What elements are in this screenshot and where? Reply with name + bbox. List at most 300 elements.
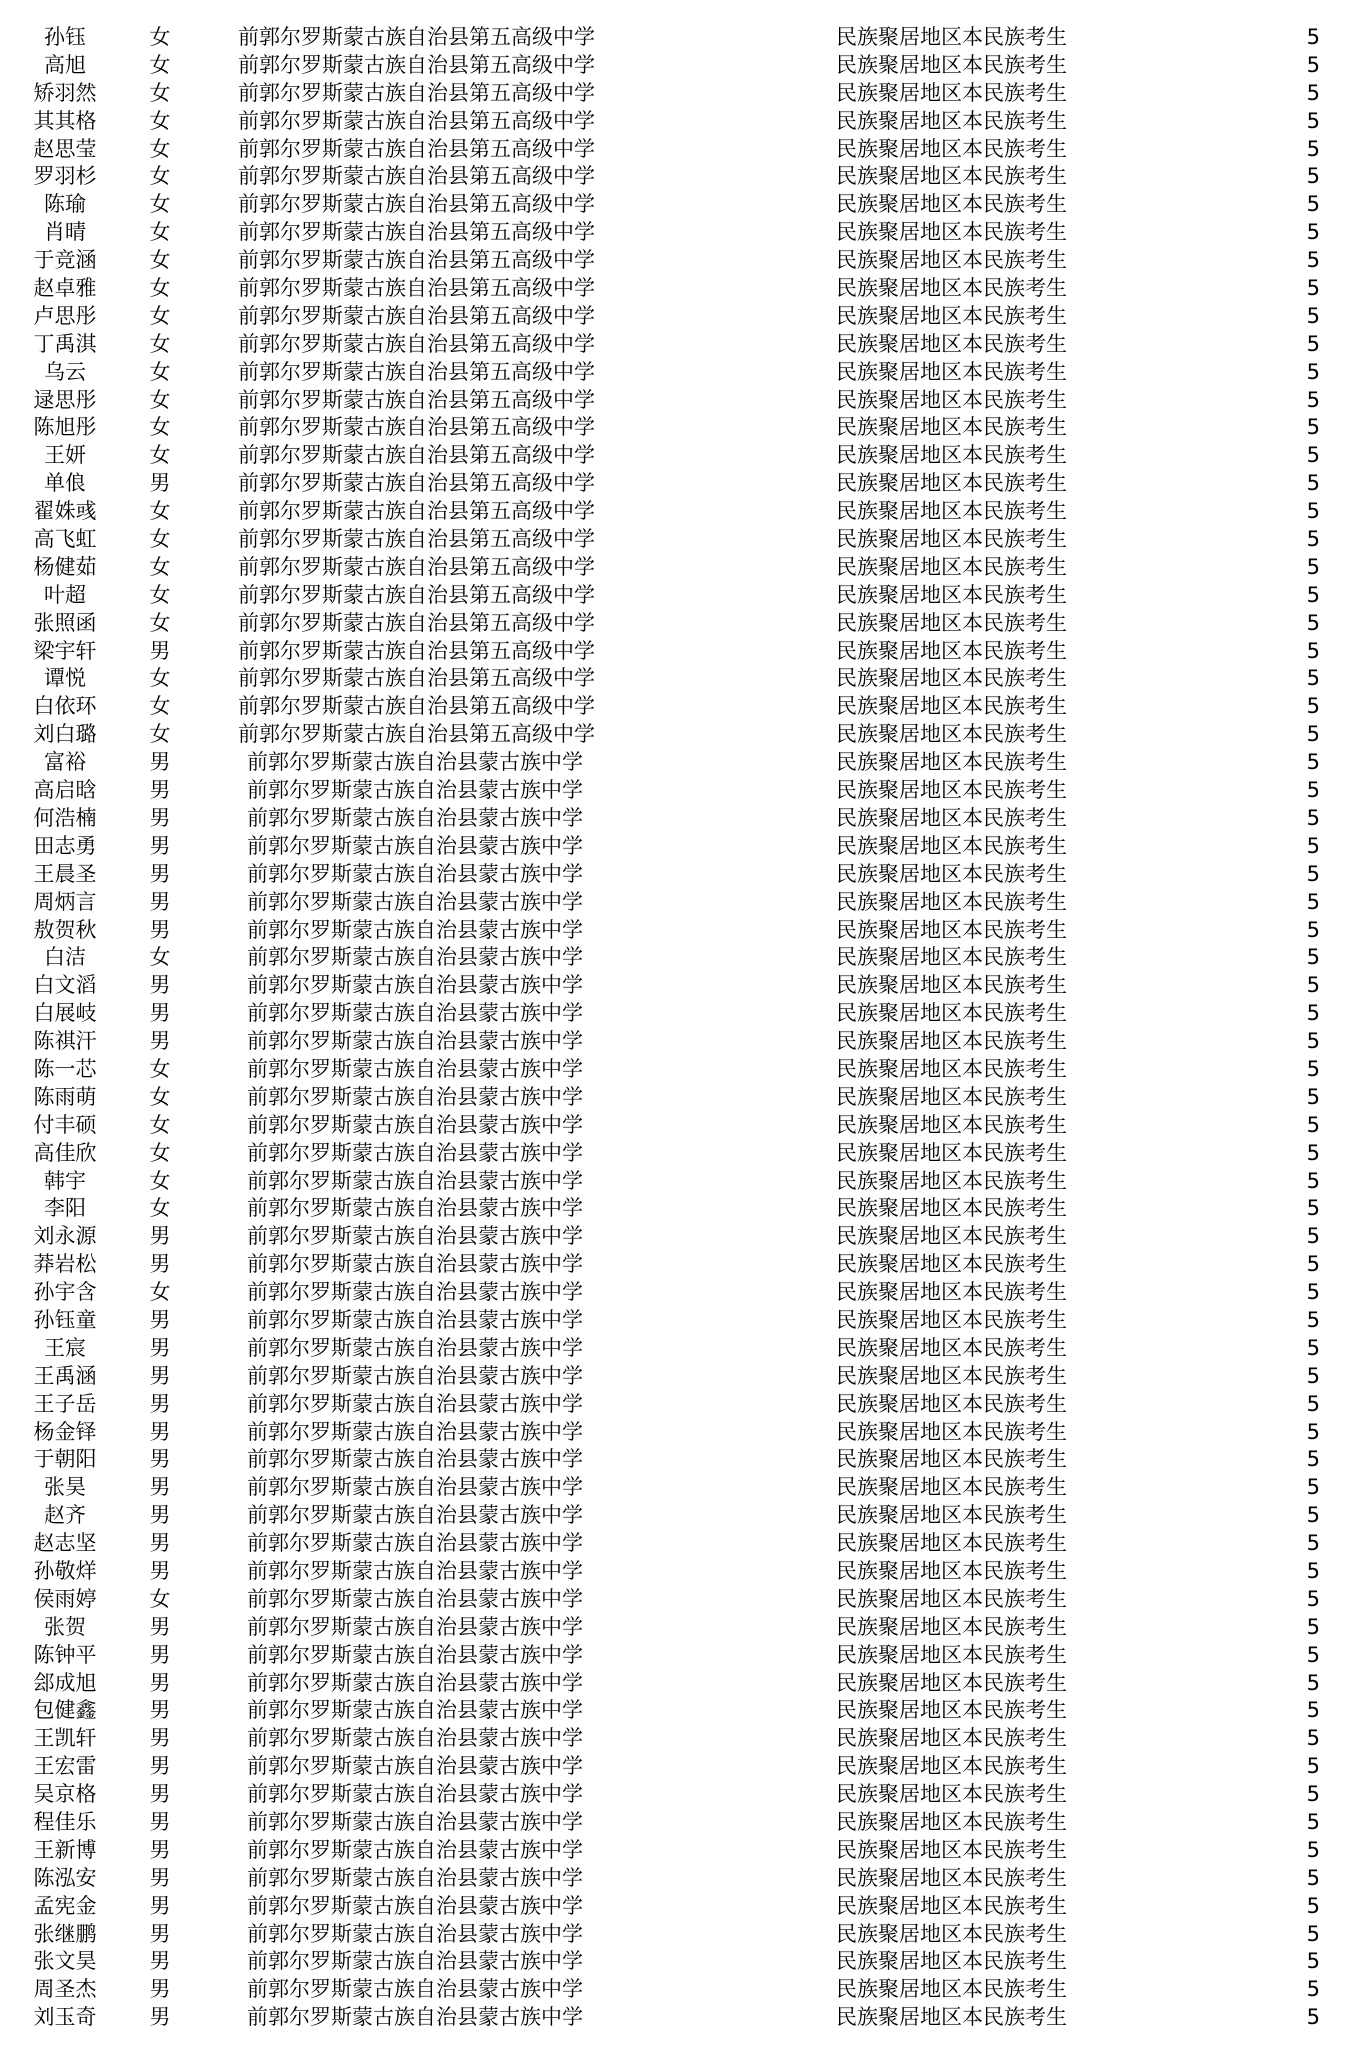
table-row	[0, 136, 1367, 164]
student-name: 王宏雷	[33, 1754, 97, 1779]
table-row	[0, 80, 1367, 108]
row-value: 5	[1306, 415, 1320, 440]
table-row	[0, 442, 1367, 470]
school-name: 前郭尔罗斯蒙古族自治县第五高级中学	[238, 527, 595, 552]
candidate-category: 民族聚居地区本民族考生	[836, 220, 1067, 245]
student-gender: 男	[149, 973, 171, 998]
row-value: 5	[1306, 1029, 1320, 1054]
row-value: 5	[1306, 108, 1320, 133]
student-gender: 女	[149, 80, 171, 105]
student-name: 于竞涵	[33, 248, 97, 273]
school-name: 前郭尔罗斯蒙古族自治县蒙古族中学	[247, 1056, 583, 1081]
table-row	[0, 1391, 1367, 1419]
student-gender: 女	[149, 527, 171, 552]
table-row	[0, 1474, 1367, 1502]
student-name: 刘玉奇	[33, 2005, 97, 2030]
row-value: 5	[1306, 331, 1320, 356]
table-row	[0, 1335, 1367, 1363]
student-name: 陈旭彤	[33, 415, 97, 440]
table-row	[0, 470, 1367, 498]
row-value: 5	[1306, 1698, 1320, 1723]
table-row	[0, 1558, 1367, 1586]
school-name: 前郭尔罗斯蒙古族自治县蒙古族中学	[247, 1503, 583, 1528]
student-name: 孟宪金	[33, 1893, 97, 1918]
student-gender: 女	[149, 52, 171, 77]
table-row	[0, 1140, 1367, 1168]
school-name: 前郭尔罗斯蒙古族自治县蒙古族中学	[247, 2005, 583, 2030]
student-name: 陈钟平	[33, 1642, 97, 1667]
student-name: 张贺	[44, 1614, 86, 1639]
table-row	[0, 889, 1367, 917]
student-gender: 男	[149, 1698, 171, 1723]
table-row	[0, 498, 1367, 526]
school-name: 前郭尔罗斯蒙古族自治县第五高级中学	[238, 136, 595, 161]
student-name: 杨健茹	[33, 554, 97, 579]
row-value: 5	[1306, 1140, 1320, 1165]
student-name: 王凯轩	[33, 1726, 97, 1751]
student-name: 田志勇	[33, 833, 97, 858]
school-name: 前郭尔罗斯蒙古族自治县蒙古族中学	[247, 778, 583, 803]
candidate-category: 民族聚居地区本民族考生	[836, 1865, 1067, 1890]
row-value: 5	[1306, 1168, 1320, 1193]
table-row	[0, 1753, 1367, 1781]
row-value: 5	[1306, 973, 1320, 998]
student-gender: 女	[149, 1084, 171, 1109]
candidate-category: 民族聚居地区本民族考生	[836, 1614, 1067, 1639]
candidate-category: 民族聚居地区本民族考生	[836, 973, 1067, 998]
student-name: 王宸	[44, 1335, 86, 1360]
student-gender: 女	[149, 1586, 171, 1611]
student-gender: 男	[149, 1001, 171, 1026]
candidate-category: 民族聚居地区本民族考生	[836, 694, 1067, 719]
student-name: 周炳言	[33, 889, 97, 914]
student-name: 富裕	[44, 750, 86, 775]
student-name: 高旭	[44, 52, 86, 77]
candidate-category: 民族聚居地区本民族考生	[836, 750, 1067, 775]
candidate-category: 民族聚居地区本民族考生	[836, 833, 1067, 858]
student-name: 陈雨萌	[33, 1084, 97, 1109]
row-value: 5	[1306, 527, 1320, 552]
student-name: 孙敬烊	[33, 1558, 97, 1583]
student-gender: 女	[149, 1168, 171, 1193]
school-name: 前郭尔罗斯蒙古族自治县蒙古族中学	[247, 1531, 583, 1556]
table-row	[0, 2004, 1367, 2032]
student-gender: 男	[149, 1558, 171, 1583]
candidate-category: 民族聚居地区本民族考生	[836, 359, 1067, 384]
table-row	[0, 1251, 1367, 1279]
school-name: 前郭尔罗斯蒙古族自治县第五高级中学	[238, 499, 595, 524]
student-gender: 女	[149, 248, 171, 273]
school-name: 前郭尔罗斯蒙古族自治县蒙古族中学	[247, 1921, 583, 1946]
student-name: 翟姝彧	[33, 499, 97, 524]
table-row	[0, 1000, 1367, 1028]
student-name: 逯思彤	[33, 387, 97, 412]
row-value: 5	[1306, 861, 1320, 886]
row-value: 5	[1306, 582, 1320, 607]
student-gender: 男	[149, 805, 171, 830]
student-gender: 女	[149, 1196, 171, 1221]
student-name: 何浩楠	[33, 805, 97, 830]
school-name: 前郭尔罗斯蒙古族自治县第五高级中学	[238, 554, 595, 579]
candidate-category: 民族聚居地区本民族考生	[836, 1949, 1067, 1974]
row-value: 5	[1306, 1112, 1320, 1137]
row-value: 5	[1306, 25, 1320, 49]
row-value: 5	[1306, 1558, 1320, 1583]
candidate-category: 民族聚居地区本民族考生	[836, 1252, 1067, 1277]
student-name: 王禹涵	[33, 1363, 97, 1388]
table-row	[0, 247, 1367, 275]
candidate-category: 民族聚居地区本民族考生	[836, 276, 1067, 301]
candidate-category: 民族聚居地区本民族考生	[836, 2005, 1067, 2030]
student-name: 张照函	[33, 610, 97, 635]
table-row	[0, 1279, 1367, 1307]
school-name: 前郭尔罗斯蒙古族自治县蒙古族中学	[247, 1029, 583, 1054]
student-gender: 男	[149, 889, 171, 914]
student-gender: 男	[149, 1335, 171, 1360]
school-name: 前郭尔罗斯蒙古族自治县第五高级中学	[238, 164, 595, 189]
student-gender: 女	[149, 1280, 171, 1305]
row-value: 5	[1306, 1419, 1320, 1444]
candidate-category: 民族聚居地区本民族考生	[836, 1726, 1067, 1751]
table-row	[0, 805, 1367, 833]
row-value: 5	[1306, 610, 1320, 635]
school-name: 前郭尔罗斯蒙古族自治县第五高级中学	[238, 359, 595, 384]
row-value: 5	[1306, 778, 1320, 803]
school-name: 前郭尔罗斯蒙古族自治县第五高级中学	[238, 415, 595, 440]
row-value: 5	[1306, 1642, 1320, 1667]
row-value: 5	[1306, 192, 1320, 217]
row-value: 5	[1306, 1893, 1320, 1918]
student-gender: 女	[149, 331, 171, 356]
student-name: 莽岩松	[33, 1252, 97, 1277]
candidate-category: 民族聚居地区本民族考生	[836, 805, 1067, 830]
table-row	[0, 387, 1367, 415]
school-name: 前郭尔罗斯蒙古族自治县蒙古族中学	[247, 917, 583, 942]
candidate-category: 民族聚居地区本民族考生	[836, 1335, 1067, 1360]
row-value: 5	[1306, 1921, 1320, 1946]
school-name: 前郭尔罗斯蒙古族自治县第五高级中学	[238, 722, 595, 747]
table-row	[0, 1307, 1367, 1335]
row-value: 5	[1306, 1782, 1320, 1807]
student-name: 张昊	[44, 1475, 86, 1500]
student-gender: 男	[149, 1391, 171, 1416]
row-value: 5	[1306, 136, 1320, 161]
student-gender: 女	[149, 1140, 171, 1165]
student-name: 敖贺秋	[33, 917, 97, 942]
row-value: 5	[1306, 1196, 1320, 1221]
row-value: 5	[1306, 1810, 1320, 1834]
row-value: 5	[1306, 1475, 1320, 1500]
school-name: 前郭尔罗斯蒙古族自治县蒙古族中学	[247, 1726, 583, 1751]
student-name: 张文昊	[33, 1949, 97, 1974]
school-name: 前郭尔罗斯蒙古族自治县蒙古族中学	[247, 1112, 583, 1137]
student-gender: 男	[149, 1893, 171, 1918]
candidate-category: 民族聚居地区本民族考生	[836, 1810, 1067, 1834]
table-row	[0, 1084, 1367, 1112]
student-gender: 女	[149, 694, 171, 719]
table-row	[0, 163, 1367, 191]
table-row	[0, 693, 1367, 721]
school-name: 前郭尔罗斯蒙古族自治县第五高级中学	[238, 331, 595, 356]
table-row	[0, 1642, 1367, 1670]
table-row	[0, 1725, 1367, 1753]
row-value: 5	[1306, 889, 1320, 914]
table-row	[0, 1530, 1367, 1558]
candidate-category: 民族聚居地区本民族考生	[836, 1029, 1067, 1054]
school-name: 前郭尔罗斯蒙古族自治县蒙古族中学	[247, 1280, 583, 1305]
row-value: 5	[1306, 1531, 1320, 1556]
row-value: 5	[1306, 833, 1320, 858]
table-row	[0, 1781, 1367, 1809]
candidate-category: 民族聚居地区本民族考生	[836, 1112, 1067, 1137]
student-gender: 女	[149, 945, 171, 970]
candidate-category: 民族聚居地区本民族考生	[836, 945, 1067, 970]
student-name: 赵卓雅	[33, 276, 97, 301]
row-value: 5	[1306, 1447, 1320, 1472]
student-name: 韩宇	[44, 1168, 86, 1193]
table-row	[0, 777, 1367, 805]
school-name: 前郭尔罗斯蒙古族自治县蒙古族中学	[247, 1642, 583, 1667]
school-name: 前郭尔罗斯蒙古族自治县蒙古族中学	[247, 1224, 583, 1249]
school-name: 前郭尔罗斯蒙古族自治县蒙古族中学	[247, 1475, 583, 1500]
table-row	[0, 52, 1367, 80]
table-row	[0, 191, 1367, 219]
row-value: 5	[1306, 917, 1320, 942]
table-row	[0, 1168, 1367, 1196]
candidate-category: 民族聚居地区本民族考生	[836, 1921, 1067, 1946]
table-row	[0, 526, 1367, 554]
candidate-category: 民族聚居地区本民族考生	[836, 917, 1067, 942]
student-name: 陈祺汗	[33, 1029, 97, 1054]
student-name: 李阳	[44, 1196, 86, 1221]
student-gender: 女	[149, 387, 171, 412]
student-name: 包健鑫	[33, 1698, 97, 1723]
candidate-category: 民族聚居地区本民族考生	[836, 1196, 1067, 1221]
student-gender: 男	[149, 1726, 171, 1751]
school-name: 前郭尔罗斯蒙古族自治县第五高级中学	[238, 248, 595, 273]
student-gender: 男	[149, 1252, 171, 1277]
student-gender: 男	[149, 1531, 171, 1556]
row-value: 5	[1306, 1056, 1320, 1081]
student-name: 白依环	[33, 694, 97, 719]
student-name: 王妍	[44, 443, 86, 468]
student-name: 张继鹏	[33, 1921, 97, 1946]
student-name: 矫羽然	[33, 80, 97, 105]
student-name: 单俍	[44, 471, 86, 496]
student-gender: 女	[149, 554, 171, 579]
row-value: 5	[1306, 1754, 1320, 1779]
candidate-category: 民族聚居地区本民族考生	[836, 25, 1067, 49]
student-gender: 男	[149, 1782, 171, 1807]
student-gender: 男	[149, 1447, 171, 1472]
row-value: 5	[1306, 387, 1320, 412]
school-name: 前郭尔罗斯蒙古族自治县蒙古族中学	[247, 750, 583, 775]
table-row	[0, 582, 1367, 610]
candidate-category: 民族聚居地区本民族考生	[836, 471, 1067, 496]
table-row	[0, 1419, 1367, 1447]
candidate-category: 民族聚居地区本民族考生	[836, 499, 1067, 524]
student-name: 罗羽杉	[33, 164, 97, 189]
school-name: 前郭尔罗斯蒙古族自治县蒙古族中学	[247, 1558, 583, 1583]
table-row	[0, 917, 1367, 945]
table-row	[0, 833, 1367, 861]
candidate-category: 民族聚居地区本民族考生	[836, 108, 1067, 133]
candidate-category: 民族聚居地区本民族考生	[836, 1475, 1067, 1500]
roster-table	[0, 24, 1367, 2032]
candidate-category: 民族聚居地区本民族考生	[836, 136, 1067, 161]
school-name: 前郭尔罗斯蒙古族自治县第五高级中学	[238, 108, 595, 133]
row-value: 5	[1306, 471, 1320, 496]
row-value: 5	[1306, 220, 1320, 245]
candidate-category: 民族聚居地区本民族考生	[836, 1307, 1067, 1332]
school-name: 前郭尔罗斯蒙古族自治县蒙古族中学	[247, 973, 583, 998]
candidate-category: 民族聚居地区本民族考生	[836, 1503, 1067, 1528]
table-row	[0, 665, 1367, 693]
table-row	[0, 1670, 1367, 1698]
row-value: 5	[1306, 722, 1320, 747]
candidate-category: 民族聚居地区本民族考生	[836, 443, 1067, 468]
table-row	[0, 1112, 1367, 1140]
candidate-category: 民族聚居地区本民族考生	[836, 1531, 1067, 1556]
table-row	[0, 1502, 1367, 1530]
table-row	[0, 1223, 1367, 1251]
row-value: 5	[1306, 359, 1320, 384]
table-row	[0, 1976, 1367, 2004]
student-gender: 男	[149, 1029, 171, 1054]
student-gender: 女	[149, 25, 171, 49]
student-name: 孙钰童	[33, 1307, 97, 1332]
student-name: 叶超	[44, 582, 86, 607]
candidate-category: 民族聚居地区本民族考生	[836, 192, 1067, 217]
row-value: 5	[1306, 1614, 1320, 1639]
candidate-category: 民族聚居地区本民族考生	[836, 889, 1067, 914]
school-name: 前郭尔罗斯蒙古族自治县第五高级中学	[238, 52, 595, 77]
student-gender: 男	[149, 778, 171, 803]
table-row	[0, 1697, 1367, 1725]
table-row	[0, 331, 1367, 359]
candidate-category: 民族聚居地区本民族考生	[836, 1586, 1067, 1611]
candidate-category: 民族聚居地区本民族考生	[836, 582, 1067, 607]
student-gender: 女	[149, 666, 171, 691]
student-name: 肖晴	[44, 220, 86, 245]
candidate-category: 民族聚居地区本民族考生	[836, 527, 1067, 552]
school-name: 前郭尔罗斯蒙古族自治县蒙古族中学	[247, 861, 583, 886]
student-gender: 女	[149, 276, 171, 301]
candidate-category: 民族聚居地区本民族考生	[836, 1084, 1067, 1109]
student-gender: 女	[149, 1112, 171, 1137]
school-name: 前郭尔罗斯蒙古族自治县第五高级中学	[238, 694, 595, 719]
student-name: 王子岳	[33, 1391, 97, 1416]
candidate-category: 民族聚居地区本民族考生	[836, 1782, 1067, 1807]
row-value: 5	[1306, 1949, 1320, 1974]
student-name: 于朝阳	[33, 1447, 97, 1472]
student-gender: 男	[149, 1865, 171, 1890]
row-value: 5	[1306, 164, 1320, 189]
student-gender: 男	[149, 1475, 171, 1500]
school-name: 前郭尔罗斯蒙古族自治县蒙古族中学	[247, 1168, 583, 1193]
student-name: 孙钰	[44, 25, 86, 49]
student-name: 谭悦	[44, 666, 86, 691]
student-name: 白文滔	[33, 973, 97, 998]
school-name: 前郭尔罗斯蒙古族自治县蒙古族中学	[247, 1698, 583, 1723]
row-value: 5	[1306, 638, 1320, 663]
table-row	[0, 1809, 1367, 1837]
school-name: 前郭尔罗斯蒙古族自治县蒙古族中学	[247, 1252, 583, 1277]
candidate-category: 民族聚居地区本民族考生	[836, 666, 1067, 691]
table-row	[0, 1363, 1367, 1391]
student-name: 孙宇含	[33, 1280, 97, 1305]
student-gender: 男	[149, 1977, 171, 2002]
student-name: 刘永源	[33, 1224, 97, 1249]
student-gender: 男	[149, 1614, 171, 1639]
table-row	[0, 638, 1367, 666]
candidate-category: 民族聚居地区本民族考生	[836, 638, 1067, 663]
candidate-category: 民族聚居地区本民族考生	[836, 52, 1067, 77]
student-name: 丁禹淇	[33, 331, 97, 356]
student-name: 梁宇轩	[33, 638, 97, 663]
candidate-category: 民族聚居地区本民族考生	[836, 1391, 1067, 1416]
table-row	[0, 414, 1367, 442]
candidate-category: 民族聚居地区本民族考生	[836, 1558, 1067, 1583]
student-gender: 男	[149, 1949, 171, 1974]
candidate-category: 民族聚居地区本民族考生	[836, 248, 1067, 273]
student-name: 陈瑜	[44, 192, 86, 217]
student-gender: 女	[149, 582, 171, 607]
row-value: 5	[1306, 1252, 1320, 1277]
row-value: 5	[1306, 1670, 1320, 1695]
school-name: 前郭尔罗斯蒙古族自治县第五高级中学	[238, 25, 595, 49]
school-name: 前郭尔罗斯蒙古族自治县蒙古族中学	[247, 805, 583, 830]
student-gender: 男	[149, 1837, 171, 1862]
row-value: 5	[1306, 945, 1320, 970]
table-row	[0, 275, 1367, 303]
school-name: 前郭尔罗斯蒙古族自治县蒙古族中学	[247, 1196, 583, 1221]
school-name: 前郭尔罗斯蒙古族自治县蒙古族中学	[247, 1586, 583, 1611]
student-name: 白洁	[44, 945, 86, 970]
school-name: 前郭尔罗斯蒙古族自治县第五高级中学	[238, 582, 595, 607]
student-name: 杨金铎	[33, 1419, 97, 1444]
row-value: 5	[1306, 554, 1320, 579]
student-name: 吴京格	[33, 1782, 97, 1807]
school-name: 前郭尔罗斯蒙古族自治县第五高级中学	[238, 638, 595, 663]
student-gender: 男	[149, 750, 171, 775]
row-value: 5	[1306, 1503, 1320, 1528]
student-gender: 男	[149, 1419, 171, 1444]
candidate-category: 民族聚居地区本民族考生	[836, 1001, 1067, 1026]
school-name: 前郭尔罗斯蒙古族自治县蒙古族中学	[247, 1782, 583, 1807]
school-name: 前郭尔罗斯蒙古族自治县蒙古族中学	[247, 1837, 583, 1862]
row-value: 5	[1306, 80, 1320, 105]
student-gender: 男	[149, 1307, 171, 1332]
row-value: 5	[1306, 1084, 1320, 1109]
student-name: 赵思莹	[33, 136, 97, 161]
table-row	[0, 1865, 1367, 1893]
school-name: 前郭尔罗斯蒙古族自治县第五高级中学	[238, 610, 595, 635]
student-gender: 女	[149, 415, 171, 440]
student-name: 陈一芯	[33, 1056, 97, 1081]
row-value: 5	[1306, 52, 1320, 77]
student-gender: 女	[149, 359, 171, 384]
row-value: 5	[1306, 248, 1320, 273]
school-name: 前郭尔罗斯蒙古族自治县第五高级中学	[238, 387, 595, 412]
candidate-category: 民族聚居地区本民族考生	[836, 387, 1067, 412]
student-gender: 女	[149, 164, 171, 189]
row-value: 5	[1306, 1865, 1320, 1890]
school-name: 前郭尔罗斯蒙古族自治县第五高级中学	[238, 443, 595, 468]
school-name: 前郭尔罗斯蒙古族自治县蒙古族中学	[247, 1447, 583, 1472]
student-gender: 男	[149, 917, 171, 942]
school-name: 前郭尔罗斯蒙古族自治县第五高级中学	[238, 276, 595, 301]
